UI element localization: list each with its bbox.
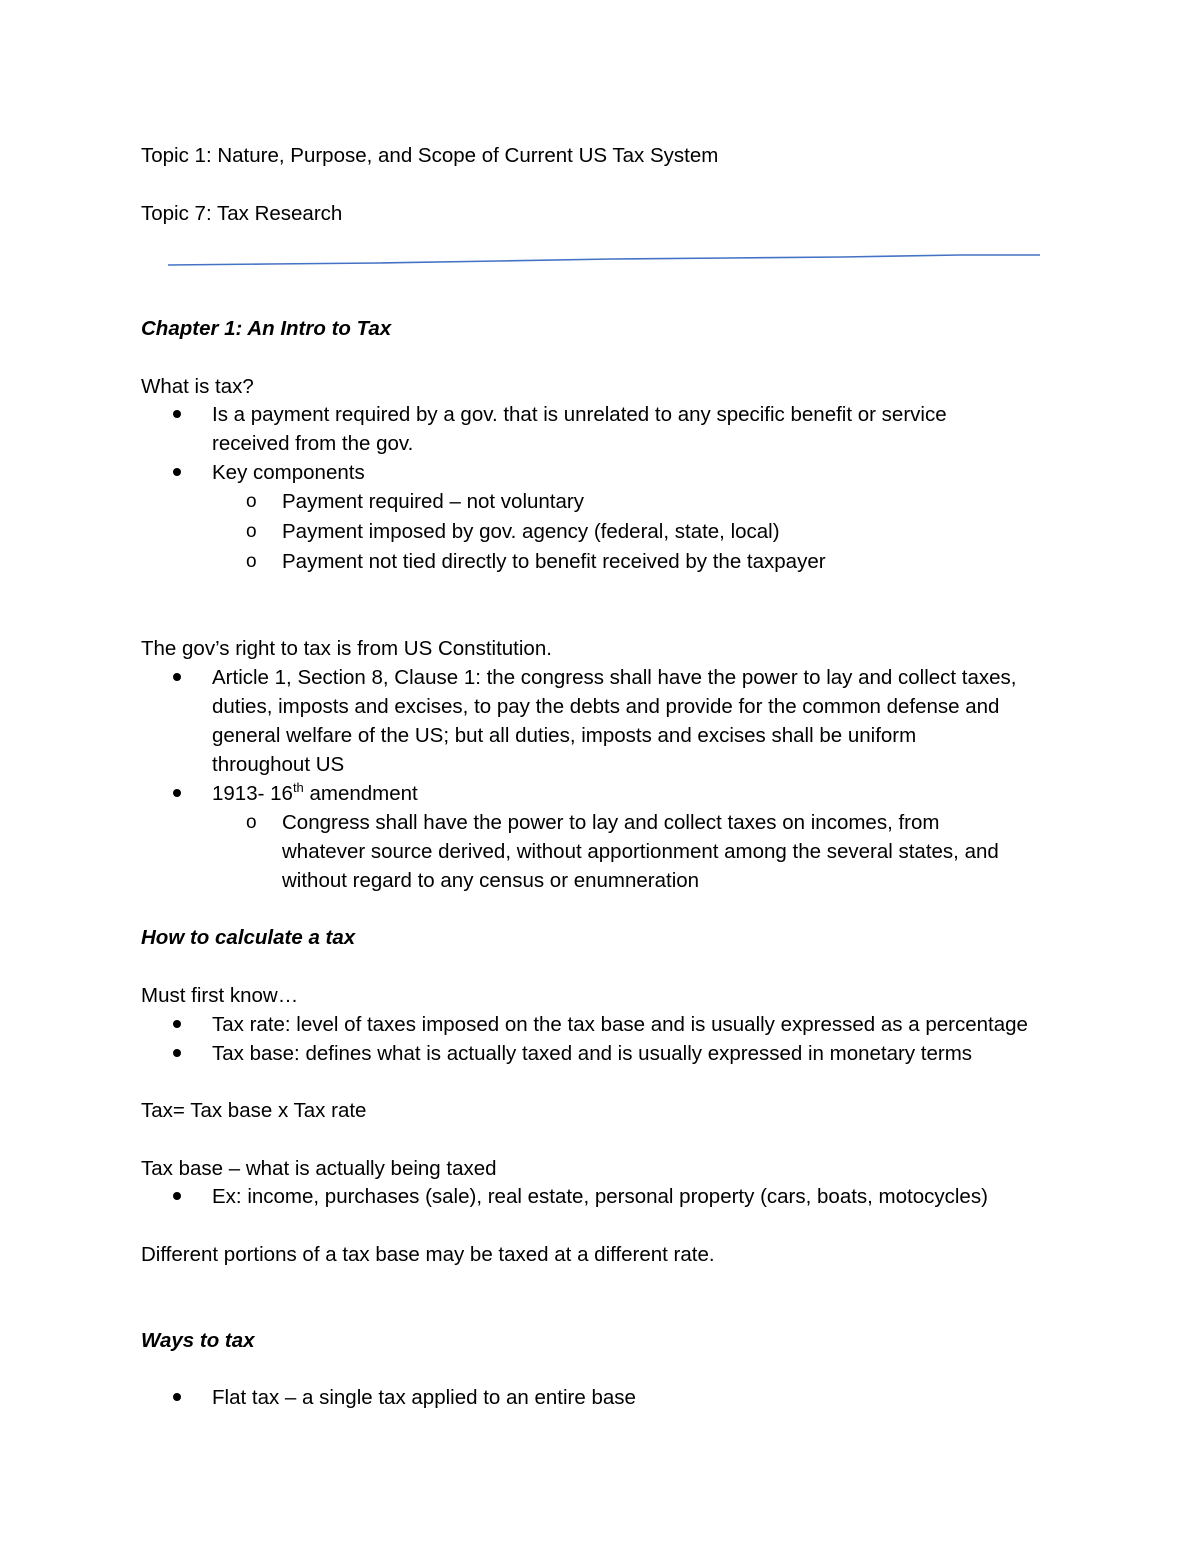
ways-to-tax-heading: Ways to tax [141,1329,255,1352]
amendment-text-line: without regard to any census or enumneration [282,869,700,892]
tax-base-examples: Ex: income, purchases (sale), real estate, personal property (cars, boats, motocycles) [212,1185,988,1208]
tax-definition-line-2: received from the gov. [212,432,414,455]
article-1-line: Article 1, Section 8, Clause 1: the congress shall have the power to lay and collect taxes, [212,666,1017,689]
amendment-prefix: 1913- 16 [212,782,293,805]
amendment-suffix: amendment [303,782,418,805]
sub-bullet-marker: o [246,491,257,512]
topic-7-line: Topic 7: Tax Research [141,202,343,225]
tax-base-explanation: Tax base – what is actually being taxed [141,1157,497,1180]
article-1-line: throughout US [212,753,345,776]
sub-bullet-marker: o [246,521,257,542]
right-to-tax-statement: The gov’s right to tax is from US Constitution. [141,637,552,660]
how-to-calculate-heading: How to calculate a tax [141,926,356,949]
amendment-superscript: th [292,780,304,796]
amendment-line [212,779,418,808]
flat-tax-item: Flat tax – a single tax applied to an entire base [212,1386,636,1409]
tax-formula: Tax= Tax base x Tax rate [141,1099,367,1122]
component-item: Payment not tied directly to benefit received by the taxpayer [282,550,826,573]
amendment-text-line: Congress shall have the power to lay and collect taxes on incomes, from [282,811,940,834]
different-portions-statement: Different portions of a tax base may be taxed at a different rate. [141,1243,715,1266]
tax-rate-definition: Tax rate: level of taxes imposed on the tax base and is usually expressed as a percentage [212,1013,1028,1036]
component-item: Payment imposed by gov. agency (federal, state, local) [282,520,780,543]
topic-1-line: Topic 1: Nature, Purpose, and Scope of Current US Tax System [141,144,719,167]
what-is-tax-question: What is tax? [141,375,254,398]
key-components-label: Key components [212,461,365,484]
tax-base-definition: Tax base: defines what is actually taxed and is usually expressed in monetary terms [212,1042,973,1065]
chapter-1-heading: Chapter 1: An Intro to Tax [141,317,392,340]
hand-drawn-divider [0,0,1200,280]
article-1-line: duties, imposts and excises, to pay the debts and provide for the common defense and [212,695,1000,718]
tax-definition-line-1: Is a payment required by a gov. that is unrelated to any specific benefit or service [212,403,947,426]
must-first-know: Must first know… [141,984,299,1007]
sub-bullet-marker: o [246,812,257,833]
component-item: Payment required – not voluntary [282,490,584,513]
amendment-text-line: whatever source derived, without apportionment among the several states, and [282,840,999,863]
article-1-line: general welfare of the US; but all duties, imposts and excises shall be uniform [212,724,917,747]
sub-bullet-marker: o [246,551,257,572]
